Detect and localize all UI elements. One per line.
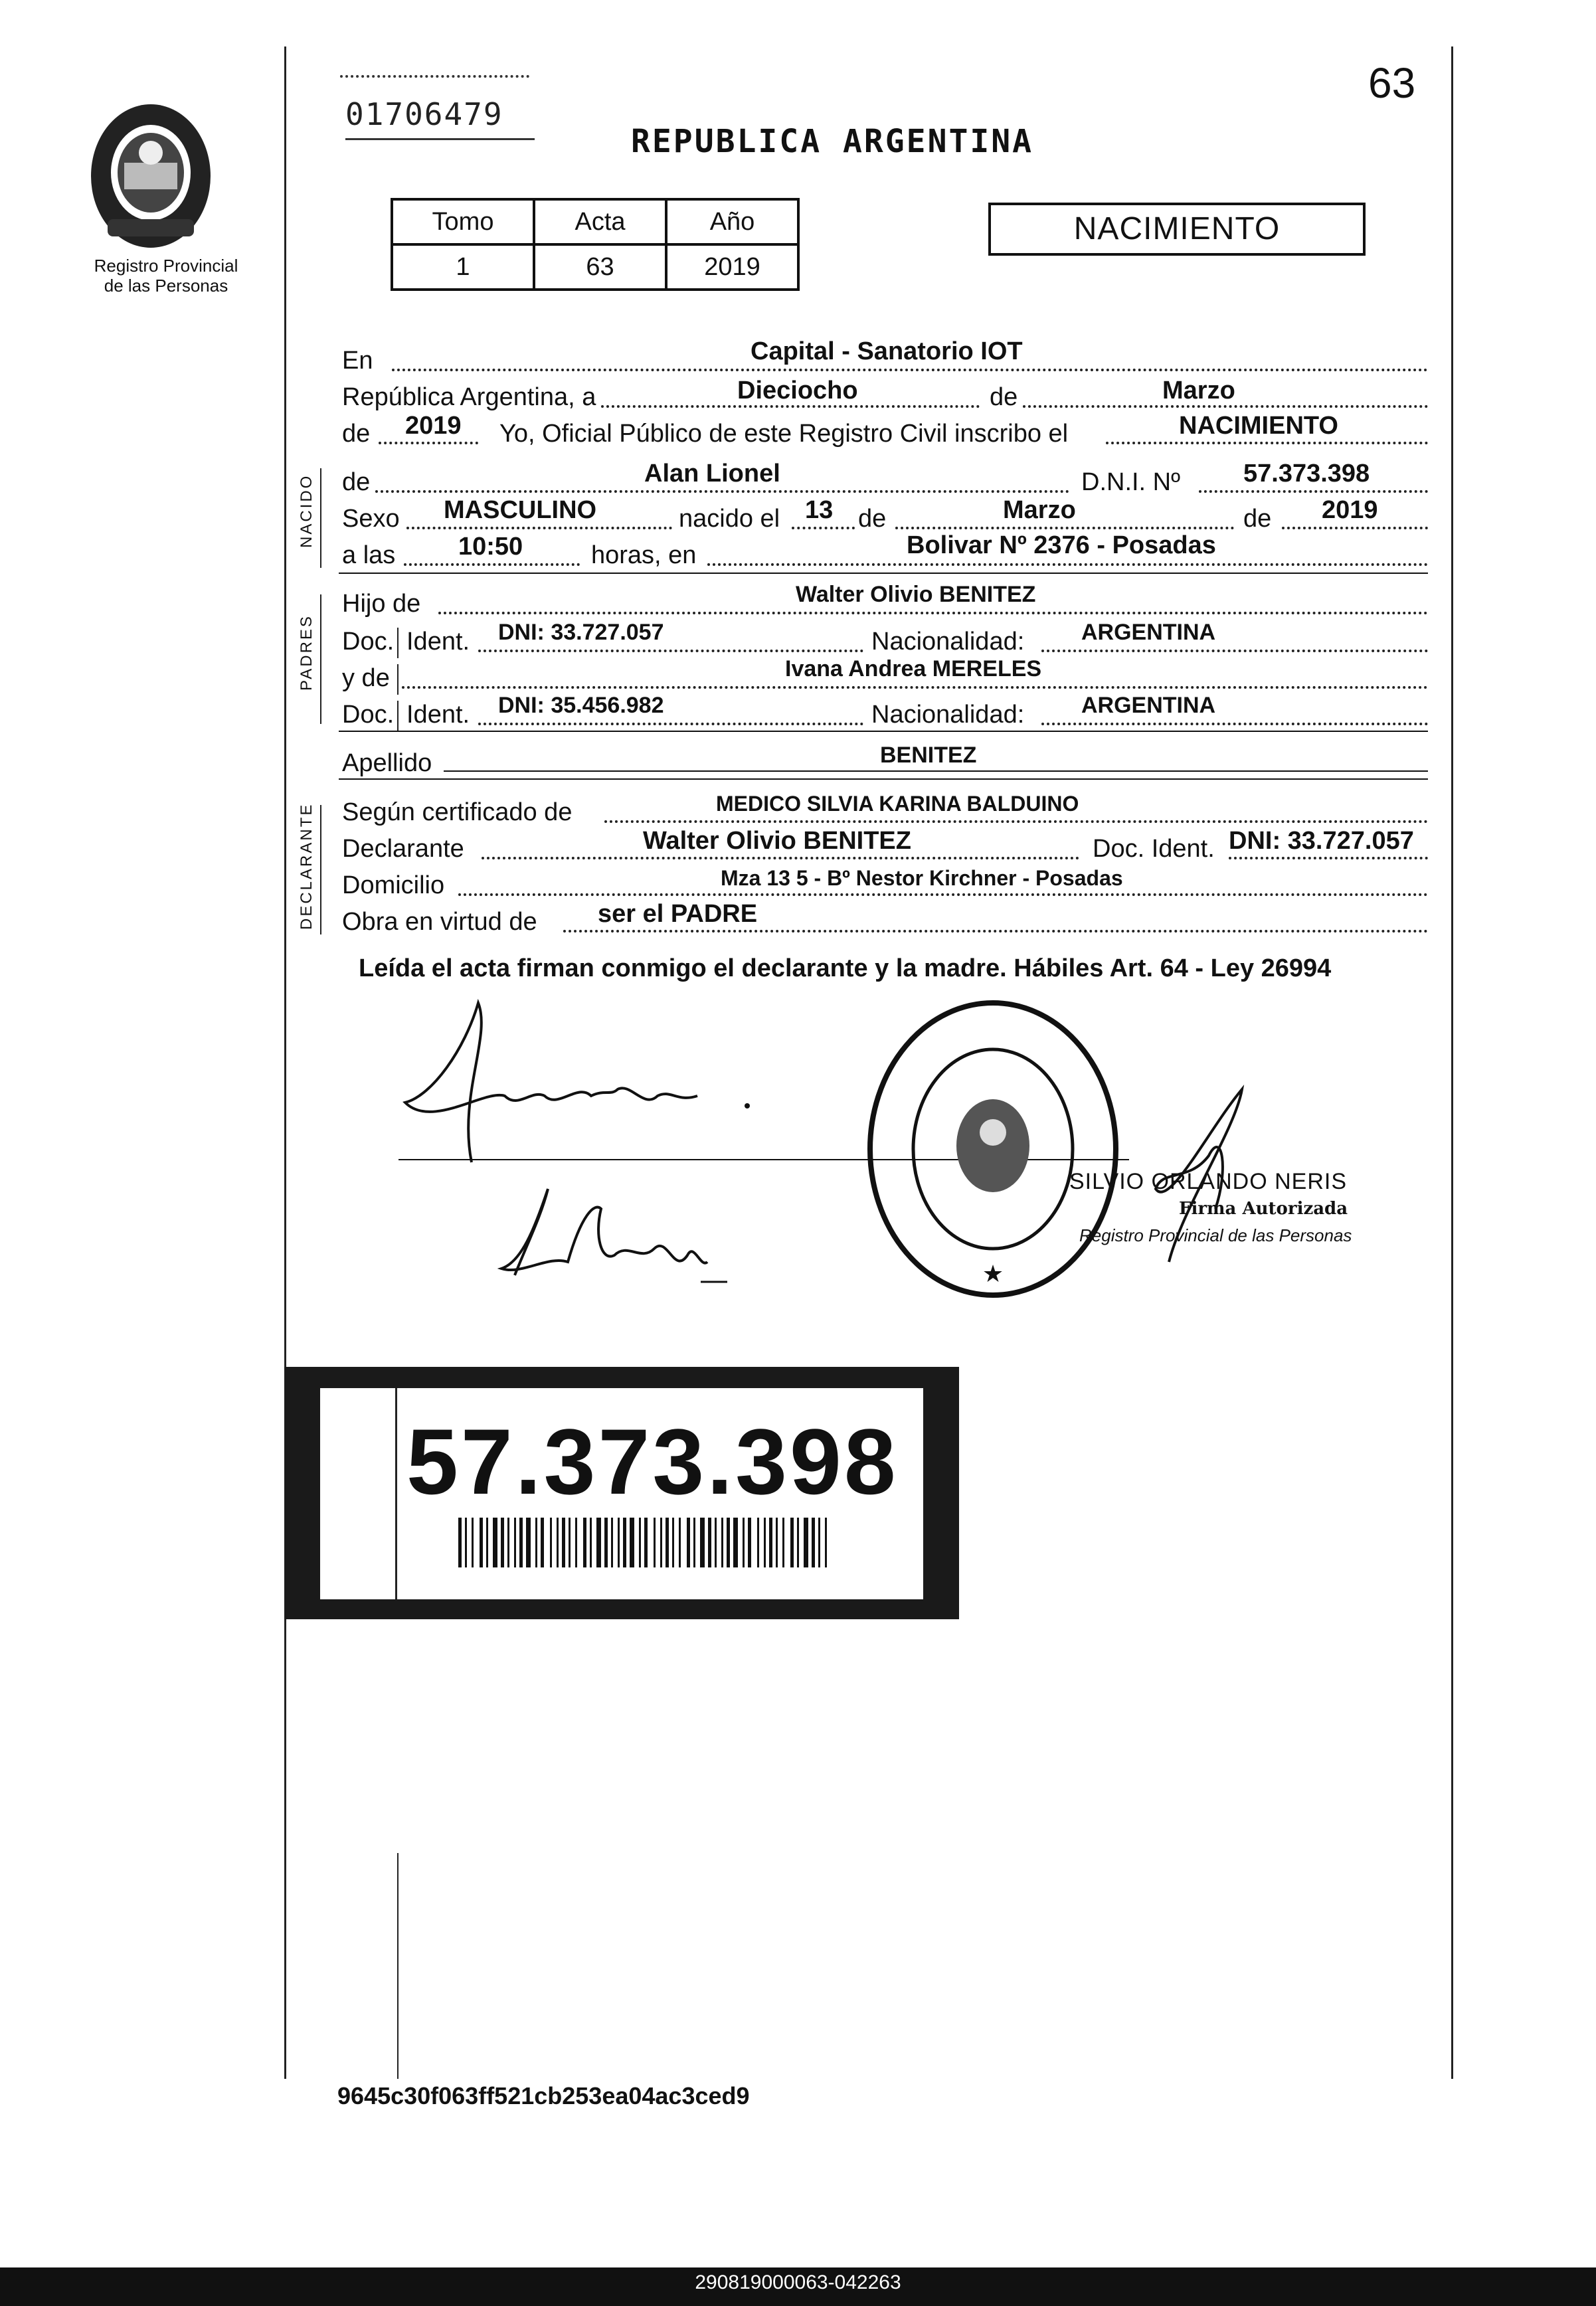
- place-value: Capital - Sanatorio IOT: [751, 337, 1023, 365]
- registry-name-line2: de las Personas: [104, 276, 228, 296]
- dotted-line: [563, 930, 1428, 932]
- footer-code: 290819000063-042263: [695, 2271, 901, 2293]
- section-label-declarant: DECLARANTE: [298, 802, 315, 930]
- label-hours-in: horas, en: [591, 541, 697, 569]
- label-declarant: Declarante: [342, 835, 464, 863]
- record-value-acta: 63: [534, 244, 666, 290]
- declarant-signature-icon: [392, 996, 790, 1169]
- mother-name: Ivana Andrea MERELES: [785, 656, 1042, 681]
- birth-year: 2019: [1322, 496, 1378, 524]
- father-nationality: ARGENTINA: [1081, 620, 1216, 645]
- label-ident: Ident.: [406, 701, 470, 729]
- declarant-address: Mza 13 5 - Bº Nestor Kirchner - Posadas: [721, 866, 1123, 890]
- birth-month: Marzo: [1003, 496, 1076, 524]
- record-table-header-row: [392, 199, 798, 244]
- barcode-icon: [458, 1518, 830, 1567]
- dotted-line: [1199, 490, 1428, 493]
- registry-stamp-icon: [860, 990, 1126, 1302]
- section-rule: [339, 778, 1428, 780]
- section-rule: [339, 573, 1428, 574]
- serial-top-rule: [340, 75, 529, 80]
- certificate-by: MEDICO SILVIA KARINA BALDUINO: [716, 792, 1079, 816]
- dotted-line: [1023, 405, 1428, 408]
- label-born-on: nacido el: [679, 505, 780, 533]
- label-at: a las: [342, 541, 396, 569]
- registry-name: [63, 256, 269, 296]
- month-value: Marzo: [1162, 377, 1235, 404]
- dotted-line: [478, 650, 863, 652]
- birth-day: 13: [805, 496, 834, 524]
- doc-divider: [397, 701, 399, 731]
- dotted-line: [601, 405, 980, 408]
- dotted-line: [402, 686, 1428, 689]
- lower-margin-line: [397, 1853, 399, 2079]
- child-sex: MASCULINO: [444, 496, 597, 524]
- dotted-line: [1106, 442, 1428, 444]
- section-rule: [339, 731, 1428, 732]
- registration-text: Yo, Oficial Público de este Registro Civil inscribo el: [499, 420, 1069, 448]
- section-label-parents: PADRES: [298, 614, 315, 691]
- mother-signature-icon: [488, 1176, 741, 1295]
- section-bracket: [320, 594, 321, 724]
- birth-place: Bolivar Nº 2376 - Posadas: [907, 531, 1216, 559]
- record-header-year: Año: [666, 199, 798, 244]
- declarant-doc: DNI: 33.727.057: [1229, 827, 1414, 855]
- left-margin-line: [284, 46, 286, 2079]
- province-seal-icon: [74, 100, 227, 252]
- father-doc: DNI: 33.727.057: [498, 620, 664, 645]
- dotted-line: [604, 820, 1428, 823]
- section-label-born: NACIDO: [298, 474, 315, 548]
- dotted-line: [895, 527, 1234, 529]
- record-table-value-row: [392, 244, 798, 290]
- dotted-line: [406, 527, 672, 529]
- day-value: Dieciocho: [737, 377, 858, 404]
- official-title: Firma Autorizada: [1179, 1199, 1348, 1219]
- birth-time: 10:50: [458, 533, 523, 561]
- child-name: Alan Lionel: [644, 460, 780, 488]
- label-en: En: [342, 347, 373, 375]
- label-de-year: de: [342, 420, 371, 448]
- label-doc: Doc.: [342, 628, 395, 656]
- label-republic: República Argentina, a: [342, 383, 596, 411]
- label-ident: Ident.: [406, 628, 470, 656]
- label-de-year2: de: [1243, 505, 1272, 533]
- label-doc-ident: Doc. Ident.: [1093, 835, 1215, 863]
- official-office: Registro Provincial de las Personas: [1079, 1225, 1352, 1245]
- dotted-line: [392, 369, 1428, 371]
- dotted-line: [375, 490, 1069, 493]
- record-header-acta: Acta: [534, 199, 666, 244]
- doc-divider: [397, 628, 399, 658]
- label-certificate: Según certificado de: [342, 798, 573, 826]
- dotted-line: [707, 563, 1428, 566]
- document-hash: 9645c30f063ff521cb253ea04ac3ced9: [337, 2082, 750, 2109]
- label-acts-as: Obra en virtud de: [342, 908, 537, 936]
- document-type-box: NACIMIENTO: [988, 203, 1366, 256]
- section-bracket: [320, 805, 321, 934]
- dotted-line: [458, 893, 1428, 896]
- right-margin-line: [1451, 46, 1453, 2079]
- child-dni: 57.373.398: [1243, 460, 1370, 488]
- section-bracket: [320, 468, 321, 568]
- label-nationality: Nacionalidad:: [871, 628, 1025, 656]
- country-title: REPUBLICA ARGENTINA: [631, 123, 1034, 160]
- dotted-line: [404, 563, 580, 566]
- dni-label-number: 57.373.398: [406, 1409, 899, 1514]
- label-de-name: de: [342, 468, 371, 496]
- registry-name-line1: Registro Provincial: [94, 256, 238, 276]
- record-table: [391, 198, 800, 291]
- label-doc: Doc.: [342, 701, 395, 729]
- svg-text:★: ★: [982, 1260, 1004, 1287]
- record-header-tomo: Tomo: [392, 199, 534, 244]
- label-surname: Apellido: [342, 749, 432, 777]
- label-child-of: Hijo de: [342, 590, 421, 618]
- father-name: Walter Olivio BENITEZ: [796, 582, 1036, 607]
- mother-doc: DNI: 35.456.982: [498, 693, 664, 718]
- year-value: 2019: [405, 412, 462, 440]
- serial-number: 01706479: [345, 96, 503, 132]
- dotted-line: [1041, 723, 1428, 725]
- label-dni: D.N.I. Nº: [1081, 468, 1180, 496]
- dotted-line: [1229, 857, 1428, 859]
- declarant-acts-as: ser el PADRE: [598, 900, 758, 928]
- label-de-month: de: [858, 505, 887, 533]
- record-value-year: 2019: [666, 244, 798, 290]
- label-sex: Sexo: [342, 505, 400, 533]
- official-name: SILVIO ORLANDO NERIS: [1069, 1169, 1348, 1194]
- label-nationality: Nacionalidad:: [871, 701, 1025, 729]
- dotted-line: [1282, 527, 1428, 529]
- closing-text: Leída el acta firman conmigo el declarante y la madre. Hábiles Art. 64 - Ley 26994: [359, 954, 1332, 982]
- label-and-of: y de: [342, 664, 390, 692]
- dni-label-divider: [395, 1388, 397, 1599]
- mother-nationality: ARGENTINA: [1081, 693, 1216, 718]
- serial-bottom-rule: [345, 138, 535, 140]
- official-signature-icon: [1129, 1076, 1302, 1275]
- act-type-value: NACIMIENTO: [1179, 412, 1338, 440]
- record-value-tomo: 1: [392, 244, 534, 290]
- dotted-line: [792, 527, 855, 529]
- doc-divider: [397, 664, 399, 695]
- declarant-name: Walter Olivio BENITEZ: [643, 827, 911, 855]
- section-rule: [444, 770, 1428, 772]
- label-de: de: [990, 383, 1018, 411]
- dotted-line: [438, 612, 1428, 614]
- dotted-line: [379, 442, 478, 444]
- page-number: 63: [1368, 59, 1416, 107]
- label-address: Domicilio: [342, 871, 445, 899]
- dotted-line: [1041, 650, 1428, 652]
- dotted-line: [482, 857, 1079, 859]
- surname-value: BENITEZ: [880, 743, 977, 768]
- dotted-line: [478, 723, 863, 725]
